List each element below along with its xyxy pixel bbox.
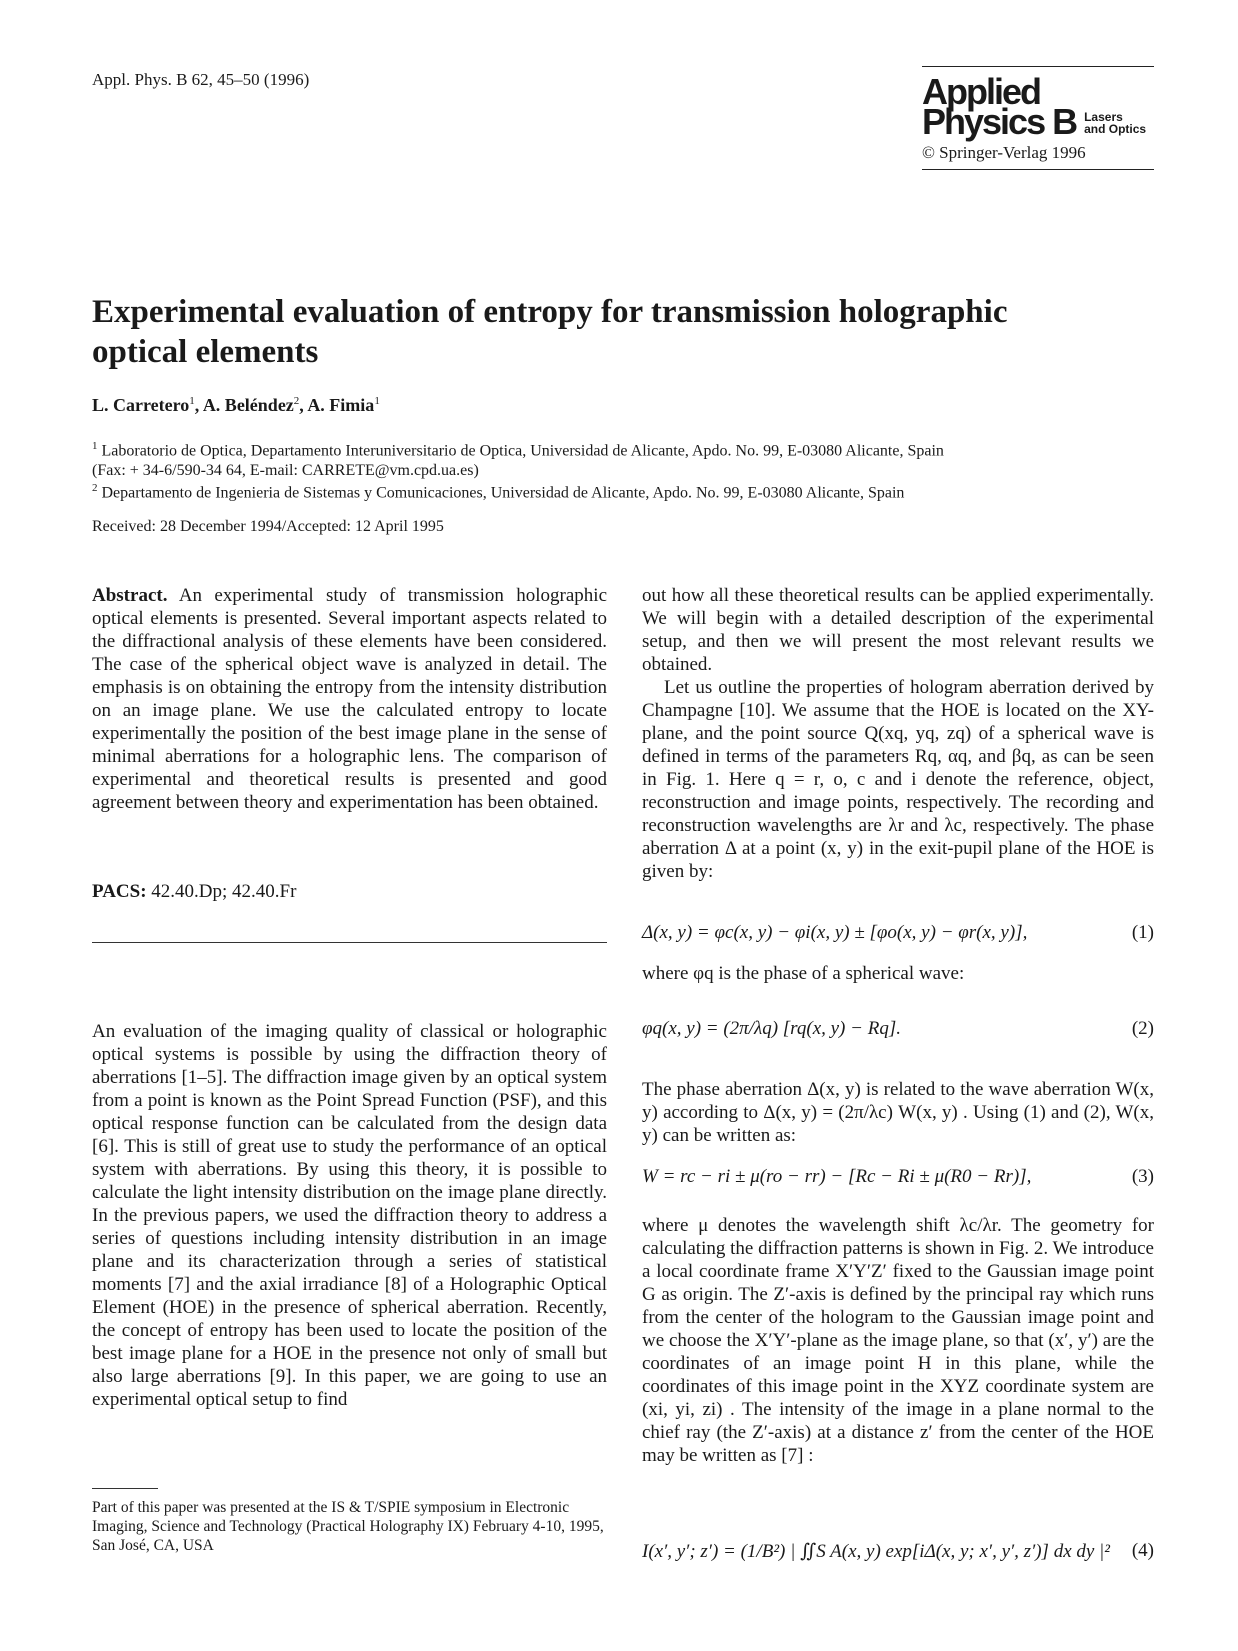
received-dates: Received: 28 December 1994/Accepted: 12 April 1995	[92, 518, 444, 535]
logo-sub-lasers: Lasers	[1084, 110, 1123, 124]
author-aff-mark: 1	[374, 395, 380, 407]
logo-subtitle	[1084, 111, 1146, 135]
author-name: A. Fimia	[307, 395, 375, 415]
paragraph-block	[642, 1214, 1154, 1467]
equation-1	[642, 922, 1154, 944]
paragraph-block	[642, 1078, 1154, 1147]
affiliation-2	[92, 478, 1162, 503]
logo-physics-b-text: Physics B	[922, 101, 1077, 142]
intro-paragraph: An evaluation of the imaging quality of classical or holographic optical systems is possible by using the diffraction theory of aberrations [1–5]. The diffraction image given by an optical system from a point is known as the Point Spread Function (PSF), and this optical response function can be calculated from the design data [6]. This is still of great use to study the performance of an optical system with aberrations. By using this theory, it is possible to calculate the light intensity distribution on the image plane directly. In the previous papers, we used the diffraction theory to address a series of questions including intensity distribution in an image plane and its characterization through a series of statistical moments [7] and the axial irradiance [8] of a Holographic Optical Element (HOE) in the presence of spherical aberration. Recently, the concept of entropy has been used to locate the position of the best image plane for a HOE in the presence not only of small but also large aberrations [9]. In this paper, we are going to use an experimental optical setup to find	[92, 1021, 607, 1410]
paragraph: Let us outline the properties of hologram aberration derived by Champagne [10]. We assume that the HOE is located on the XY-plane, and the point source Q(xq, yq, zq) of a spherical wave is defined in terms of the parameters Rq, αq, and βq, as can be seen in Fig. 1. Here q = r, o, c and i denote the reference, object, reconstruction and image points, respectively. The recording and reconstruction wavelengths are λr and λc, respectively. The phase aberration Δ at a point (x, y) in the exit-pupil plane of the HOE is given by:	[642, 677, 1154, 882]
copyright: © Springer-Verlag 1996	[922, 143, 1154, 170]
footnote: Part of this paper was presented at the IS & T/SPIE symposium in Electronic Imaging, Science and Technology (Practical Holography IX) February 4-10, 1995, San José, CA, USA	[92, 1499, 604, 1554]
equation-body: I(x′, y′; z′) = (1/B²) | ∬S A(x, y) exp[iΔ(x, y; x′, y′, z′)] dx dy |²	[642, 1541, 1110, 1562]
equation-number: (2)	[1131, 1018, 1154, 1039]
affiliation-mark: 1	[92, 440, 98, 452]
affiliation-1	[92, 436, 1162, 481]
equation-number: (1)	[1131, 922, 1154, 943]
author-name: L. Carretero	[92, 395, 190, 415]
paragraph-block	[642, 962, 1154, 985]
footnote-rule	[92, 1488, 158, 1489]
equation-2	[642, 1018, 1154, 1040]
logo-top-rule	[922, 66, 1154, 67]
introduction-text	[92, 1020, 607, 1411]
pacs-label: PACS:	[92, 881, 147, 902]
pacs	[92, 880, 607, 903]
equation-body: Δ(x, y) = φc(x, y) − φi(x, y) ± [φo(x, y) − φr(x, y)],	[642, 922, 1028, 943]
equation-number: (4)	[1131, 1540, 1154, 1561]
author-aff-mark: 1	[189, 395, 195, 407]
affiliation-text: Laboratorio de Optica, Departamento Interuniversitario de Optica, Universidad de Alicante, Apdo. No. 99, E-03080 Alicante, Spain	[101, 442, 944, 460]
paragraph: out how all these theoretical results can be applied experimentally. We will begin with a detailed description of the experimental setup, and then we will present the most relevant results we obtained.	[642, 585, 1154, 675]
logo-sub-optics: and Optics	[1084, 122, 1147, 136]
author-aff-mark: 2	[293, 395, 300, 407]
abstract-divider	[92, 942, 607, 943]
journal-logo	[922, 66, 1154, 170]
affiliation-contact: (Fax: + 34-6/590-34 64, E-mail: CARRETE@vm.cpd.ua.es)	[92, 462, 479, 480]
abstract-label: Abstract.	[92, 585, 168, 606]
pacs-value: 42.40.Dp; 42.40.Fr	[151, 881, 297, 902]
journal-citation: Appl. Phys. B 62, 45–50 (1996)	[92, 70, 310, 89]
affiliation-text: Departamento de Ingenieria de Sistemas y Comunicaciones, Universidad de Alicante, Apdo. No. 99, E-03080 Alicante, Spain	[101, 484, 905, 502]
paragraph: where μ denotes the wavelength shift λc/λr. The geometry for calculating the diffraction patterns is shown in Fig. 2. We introduce a local coordinate frame X′Y′Z′ fixed to the Gaussian image point G as origin. The Z′-axis is defined by the principal ray which runs from the center of the hologram to the Gaussian image point and we choose the X′Y′-plane as the image plane, so that (x′, y′) are the coordinates of an image point H in this plane, while the coordinates of this image point in the XYZ coordinate system are (xi, yi, zi) . The intensity of the image in a plane normal to the chief ray (the Z′-axis) at a distance z′ from the center of the HOE may be written as [7] :	[642, 1215, 1154, 1466]
paper-title: Experimental evaluation of entropy for transmission holographic optical elements	[92, 294, 1008, 370]
abstract-text: An experimental study of transmission holographic optical elements is presented. Several important aspects related to the diffractional analysis of these elements have been considered. The case of the spherical object wave is analyzed in detail. The emphasis is on obtaining the entropy from the intensity distribution on an image plane. We use the calculated entropy to locate experimentally the position of the best image plane in the sense of minimal aberrations for a holographic lens. The comparison of experimental and theoretical results is presented and good agreement between theory and experimentation has been obtained.	[92, 585, 607, 813]
paragraph: The phase aberration Δ(x, y) is related to the wave aberration W(x, y) according to Δ(x, y) = (2π/λc) W(x, y) . Using (1) and (2), W(x, y) can be written as:	[642, 1079, 1154, 1146]
right-column-top	[642, 584, 1154, 883]
paragraph: where φq is the phase of a spherical wave:	[642, 963, 965, 984]
equation-body: W = rc − ri ± μ(ro − rr) − [Rc − Ri ± μ(R0 − Rr)],	[642, 1166, 1032, 1187]
abstract	[92, 584, 607, 814]
author-list: L. Carretero$^1$, A. Beléndez$^2$, A. Fimia$^1$	[92, 395, 380, 415]
affiliation-mark: 2	[92, 482, 98, 494]
equation-number: (3)	[1131, 1166, 1154, 1187]
author-name: A. Beléndez	[202, 395, 294, 415]
logo-applied: Applied	[922, 71, 1040, 112]
equation-4	[642, 1540, 1154, 1563]
logo-physics-b	[922, 101, 1154, 142]
equation-body: φq(x, y) = (2π/λq) [rq(x, y) − Rq].	[642, 1018, 901, 1039]
equation-3	[642, 1166, 1154, 1188]
